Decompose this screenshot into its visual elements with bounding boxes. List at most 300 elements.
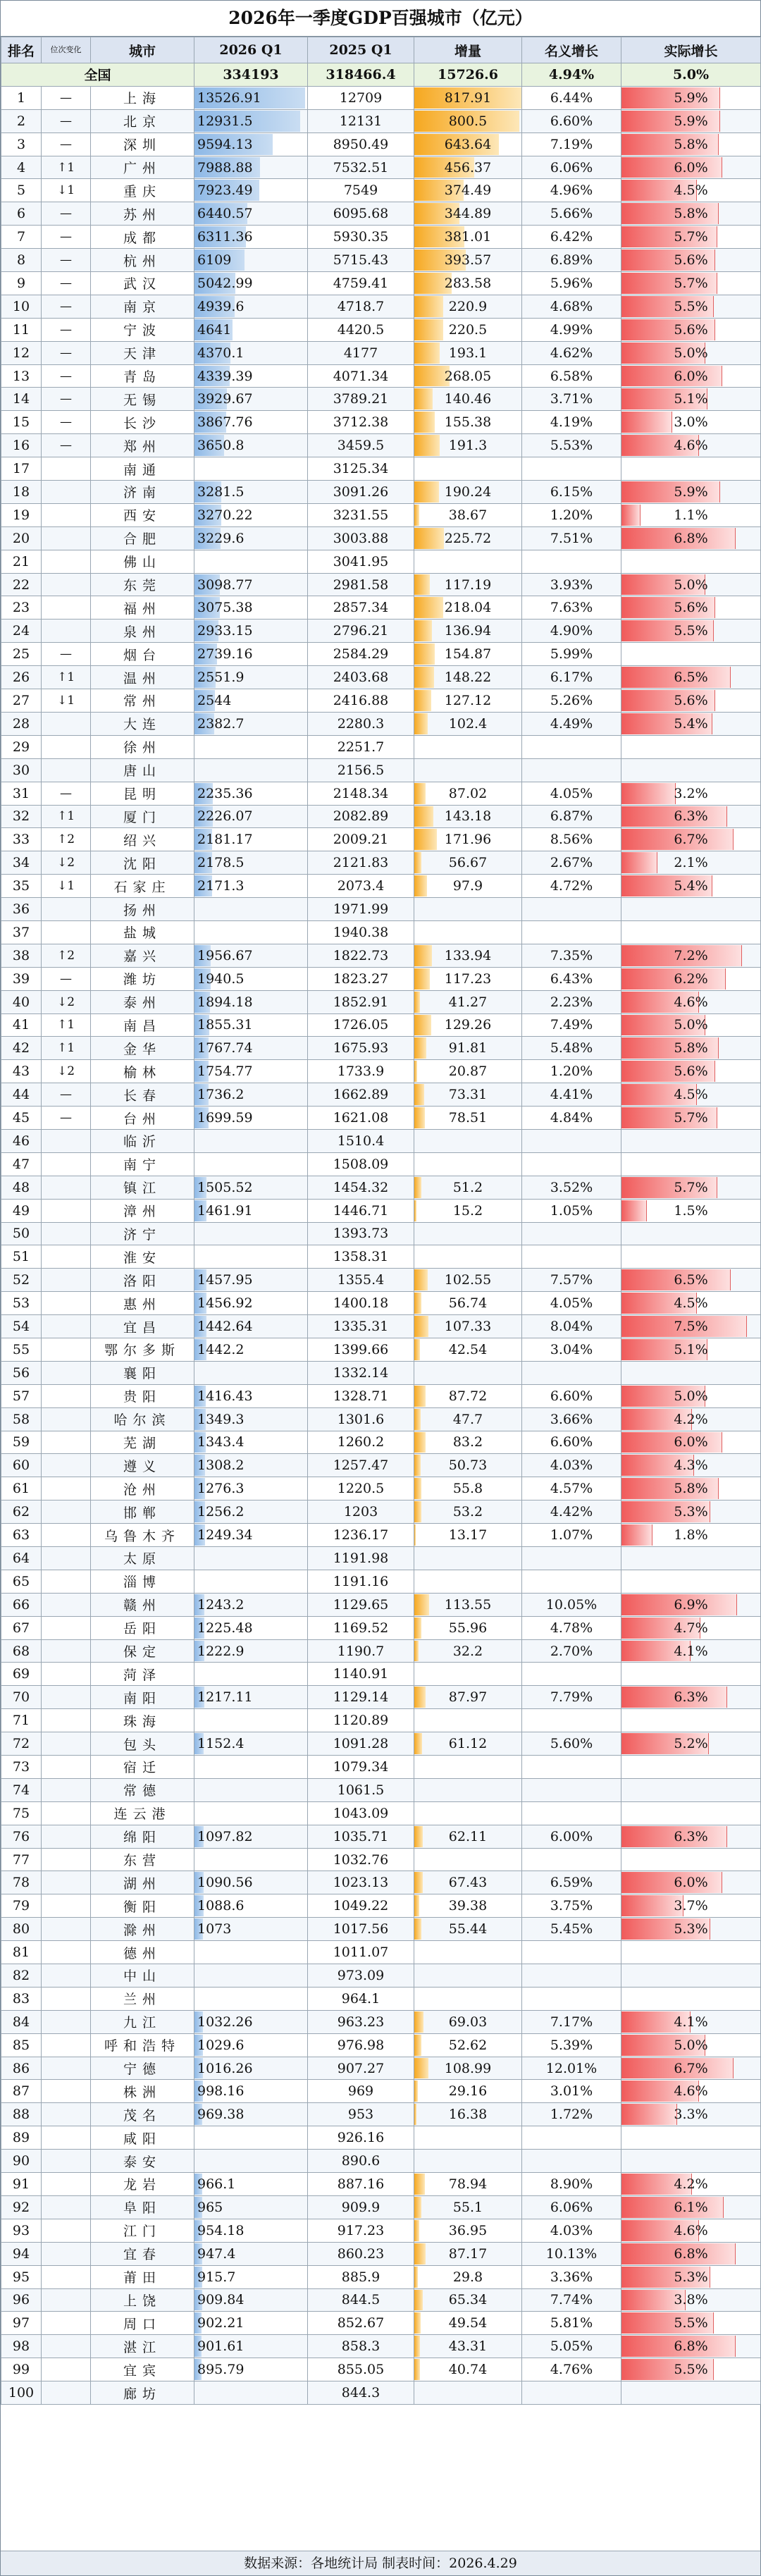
real-value: 6.0% [674, 1875, 708, 1891]
real-growth-cell [621, 2288, 761, 2312]
inc-bar [414, 2243, 426, 2264]
nominal-growth-cell [522, 318, 621, 341]
q1-cell [194, 1778, 308, 1801]
chg-value: ↓2 [56, 1064, 75, 1079]
change-cell [42, 1709, 91, 1732]
inc-value: 218.04 [444, 600, 492, 616]
table-footer: 数据来源：各地统计局 制表时间：2026.4.29 [1, 2551, 760, 2575]
inc-value: 67.43 [448, 1875, 488, 1891]
prev-cell [308, 364, 414, 388]
increase-cell [414, 109, 522, 133]
city-value: 南宁 [123, 1157, 161, 1173]
city-cell [91, 735, 194, 758]
rank-cell [1, 782, 42, 805]
prev-value: 3789.21 [333, 391, 389, 407]
increase-cell [414, 86, 522, 109]
increase-cell [414, 1083, 522, 1107]
prev-value: 1940.38 [333, 924, 389, 940]
city-cell [91, 295, 194, 318]
nominal-growth-cell [522, 1756, 621, 1779]
nom-value: 5.60% [550, 1736, 593, 1752]
nominal-growth-cell [522, 1709, 621, 1732]
table-row [1, 1918, 761, 1941]
change-cell [42, 758, 91, 782]
city-value: 惠州 [123, 1296, 161, 1312]
inc-value: 393.57 [444, 252, 492, 269]
increase-cell [414, 2288, 522, 2312]
prev-value: 1510.4 [337, 1133, 385, 1149]
city-value: 榆林 [123, 1064, 161, 1080]
nominal-growth-cell [522, 620, 621, 643]
city-value: 上饶 [123, 2293, 161, 2309]
city-value: 湖州 [123, 1875, 161, 1892]
rank-value: 91 [12, 2176, 30, 2192]
nominal-growth-cell [522, 920, 621, 944]
table-row [1, 1384, 761, 1407]
increase-cell [414, 1361, 522, 1384]
rank-cell [1, 1384, 42, 1407]
city-value: 茂名 [123, 2107, 161, 2124]
prev-value: 1675.93 [333, 1040, 389, 1056]
chg-value: — [60, 230, 72, 245]
inc-value: 97.9 [452, 878, 483, 894]
change-cell [42, 1129, 91, 1152]
real-growth-cell [621, 1107, 761, 1130]
q1-value: 947.4 [197, 2245, 236, 2262]
increase-cell [414, 2173, 522, 2196]
nominal-growth-cell [522, 249, 621, 272]
increase-cell [414, 875, 522, 898]
q1-cell [194, 1593, 308, 1616]
prev-value: 963.23 [337, 2014, 385, 2030]
inc-bar [414, 2174, 425, 2195]
rank-cell [1, 550, 42, 573]
increase-cell [414, 712, 522, 735]
table-row [1, 2126, 761, 2150]
prev-cell [308, 1107, 414, 1130]
inc-bar [414, 620, 432, 641]
chg-value: — [60, 1087, 72, 1102]
increase-cell [414, 1987, 522, 2010]
city-cell [91, 573, 194, 596]
rank-value: 1 [16, 90, 26, 106]
nominal-growth-cell [522, 226, 621, 249]
inc-value: 143.18 [444, 808, 492, 825]
city-cell [91, 898, 194, 921]
inc-bar [414, 574, 430, 596]
rank-cell [1, 457, 42, 481]
change-cell [42, 109, 91, 133]
real-growth-cell [621, 2335, 761, 2358]
real-growth-cell [621, 620, 761, 643]
nom-value: 4.57% [550, 1481, 593, 1497]
city-cell [91, 2312, 194, 2335]
prev-cell [308, 295, 414, 318]
city-cell [91, 1037, 194, 1060]
nominal-growth-cell [522, 2103, 621, 2126]
q1-cell [194, 86, 308, 109]
nominal-growth-cell [522, 109, 621, 133]
inc-bar [414, 1594, 429, 1615]
q1-value: 998.16 [197, 2083, 245, 2100]
inc-value: 374.49 [444, 183, 492, 199]
table-row [1, 758, 761, 782]
nom-value: 4.84% [550, 1110, 593, 1126]
inc-bar [414, 1316, 428, 1337]
city-cell [91, 990, 194, 1013]
nom-value: 5.99% [550, 646, 593, 663]
table-row [1, 1176, 761, 1199]
rank-value: 69 [12, 1666, 30, 1682]
real-growth-cell [621, 828, 761, 851]
prev-cell [308, 2312, 414, 2335]
real-value: 5.7% [674, 1110, 708, 1126]
table-row [1, 133, 761, 156]
prev-cell [308, 341, 414, 364]
real-value: 6.3% [674, 1828, 708, 1844]
rank-value: 31 [12, 785, 30, 801]
change-cell [42, 1616, 91, 1639]
rank-cell [1, 1801, 42, 1825]
national-increase: 15726.6 [414, 63, 522, 87]
q1-cell [194, 1686, 308, 1709]
nominal-growth-cell [522, 875, 621, 898]
q1-cell [194, 2312, 308, 2335]
city-cell [91, 1825, 194, 1848]
q1-cell [194, 202, 308, 226]
nom-value: 4.90% [550, 623, 593, 639]
prev-cell [308, 2219, 414, 2242]
rank-value: 26 [12, 670, 30, 686]
q1-cell [194, 457, 308, 481]
prev-value: 909.9 [341, 2199, 380, 2215]
change-cell [42, 1639, 91, 1663]
real-value: 4.6% [674, 2083, 708, 2100]
increase-cell [414, 1709, 522, 1732]
rank-cell [1, 1176, 42, 1199]
real-value: 4.1% [674, 2014, 708, 2030]
prev-value: 1662.89 [333, 1087, 389, 1103]
real-value: 4.5% [674, 1087, 708, 1103]
nom-value: 3.93% [550, 577, 593, 593]
inc-bar [414, 2011, 423, 2033]
rank-value: 24 [12, 623, 30, 639]
q1-value: 1343.4 [197, 1434, 245, 1450]
prev-value: 1332.14 [333, 1364, 389, 1381]
nominal-growth-cell [522, 2288, 621, 2312]
real-value: 3.0% [674, 414, 708, 431]
change-cell [42, 272, 91, 295]
city-cell [91, 133, 194, 156]
inc-bar [414, 2220, 419, 2241]
rank-cell [1, 1848, 42, 1871]
rank-cell [1, 2080, 42, 2103]
rank-value: 46 [12, 1133, 30, 1149]
inc-value: 220.5 [448, 321, 488, 338]
inc-value: 42.54 [448, 1341, 488, 1357]
inc-value: 129.26 [444, 1017, 492, 1033]
rank-cell [1, 967, 42, 990]
prev-cell [308, 596, 414, 620]
inc-bar [414, 2081, 418, 2102]
chg-value: — [60, 253, 72, 268]
table-row [1, 2057, 761, 2080]
increase-cell [414, 481, 522, 504]
rank-value: 62 [12, 1504, 30, 1520]
rank-value: 98 [12, 2338, 30, 2355]
nominal-growth-cell [522, 364, 621, 388]
q1-value: 1442.2 [197, 1341, 245, 1357]
q1-cell [194, 133, 308, 156]
prev-value: 1023.13 [333, 1875, 389, 1891]
rank-cell [1, 86, 42, 109]
table-row [1, 1477, 761, 1500]
change-cell [42, 179, 91, 202]
prev-cell [308, 481, 414, 504]
nom-value: 3.36% [550, 2269, 593, 2285]
city-value: 绵阳 [123, 1830, 161, 1846]
prev-value: 1061.5 [337, 1782, 385, 1798]
q1-value: 1416.43 [197, 1388, 253, 1404]
q1-cell [194, 1176, 308, 1199]
prev-cell [308, 318, 414, 341]
city-value: 武汉 [123, 276, 161, 292]
increase-cell [414, 920, 522, 944]
increase-cell [414, 643, 522, 666]
chg-value: ↓1 [56, 693, 75, 708]
table-row [1, 620, 761, 643]
real-bar [621, 783, 676, 804]
q1-cell [194, 2195, 308, 2219]
city-value: 济宁 [123, 1226, 161, 1243]
city-value: 台州 [123, 1111, 161, 1127]
q1-cell [194, 179, 308, 202]
q1-cell [194, 1801, 308, 1825]
city-cell [91, 1176, 194, 1199]
city-cell [91, 805, 194, 828]
q1-value: 1956.67 [197, 947, 253, 963]
prev-value: 855.05 [337, 2362, 385, 2378]
q1-value: 4339.39 [197, 368, 253, 384]
city-value: 泉州 [123, 624, 161, 640]
city-cell [91, 526, 194, 550]
increase-cell [414, 782, 522, 805]
real-growth-cell [621, 851, 761, 875]
rank-cell [1, 1454, 42, 1477]
city-cell [91, 434, 194, 457]
rank-cell [1, 875, 42, 898]
city-value: 郑州 [123, 438, 161, 455]
inc-bar [414, 1200, 416, 1221]
nom-value: 2.23% [550, 994, 593, 1010]
increase-cell [414, 1292, 522, 1315]
city-value: 昆明 [123, 787, 161, 803]
real-growth-cell [621, 2381, 761, 2405]
table-row [1, 457, 761, 481]
inc-bar [414, 435, 440, 456]
real-growth-cell [621, 1152, 761, 1176]
city-value: 重庆 [123, 183, 161, 199]
change-cell [42, 805, 91, 828]
rank-value: 20 [12, 530, 30, 546]
rank-value: 16 [12, 438, 30, 454]
city-cell [91, 944, 194, 967]
real-value: 5.7% [674, 1179, 708, 1195]
nominal-growth-cell [522, 1570, 621, 1593]
prev-cell [308, 735, 414, 758]
q1-value: 1461.91 [197, 1202, 253, 1219]
q1-cell [194, 2288, 308, 2312]
rank-value: 17 [12, 461, 30, 477]
rank-cell [1, 620, 42, 643]
city-cell [91, 2126, 194, 2150]
nom-value: 12.01% [545, 2060, 598, 2076]
rank-cell [1, 1037, 42, 1060]
city-cell [91, 411, 194, 434]
table-row [1, 1222, 761, 1245]
city-value: 漳州 [123, 1204, 161, 1220]
table-body [1, 63, 761, 2405]
rank-cell [1, 2242, 42, 2265]
q1-cell [194, 318, 308, 341]
inc-value: 32.2 [452, 1643, 483, 1659]
city-cell [91, 1709, 194, 1732]
q1-cell [194, 249, 308, 272]
inc-value: 52.62 [448, 2037, 488, 2053]
city-cell [91, 550, 194, 573]
q1-cell [194, 920, 308, 944]
city-cell [91, 388, 194, 411]
real-growth-cell [621, 1477, 761, 1500]
rank-value: 2 [16, 113, 26, 129]
inc-value: 117.19 [444, 577, 492, 593]
rank-cell [1, 1338, 42, 1361]
increase-cell [414, 2010, 522, 2033]
real-value: 5.4% [674, 715, 708, 732]
rank-value: 28 [12, 715, 30, 732]
prev-cell [308, 1778, 414, 1801]
nominal-growth-cell [522, 2126, 621, 2150]
table-row [1, 1107, 761, 1130]
city-cell [91, 1013, 194, 1037]
change-cell [42, 411, 91, 434]
prev-value: 3041.95 [333, 553, 389, 569]
city-value: 盐城 [123, 925, 161, 942]
city-value: 宜春 [123, 2247, 161, 2263]
q1-value: 7923.49 [197, 183, 253, 199]
nominal-growth-cell [522, 1801, 621, 1825]
prev-value: 3003.88 [333, 530, 389, 546]
increase-cell [414, 1315, 522, 1338]
q1-value: 1088.6 [197, 1898, 245, 1914]
city-cell [91, 1477, 194, 1500]
city-cell [91, 920, 194, 944]
prev-value: 5715.43 [333, 252, 389, 269]
real-growth-cell [621, 1292, 761, 1315]
header-rank: 排名 [1, 37, 42, 63]
prev-value: 8950.49 [333, 136, 389, 152]
rank-value: 56 [12, 1364, 30, 1381]
nominal-growth-cell [522, 2242, 621, 2265]
real-value: 6.3% [674, 1689, 708, 1706]
rank-value: 5 [16, 183, 26, 199]
rank-cell [1, 1825, 42, 1848]
chg-value: — [60, 207, 72, 221]
nom-value: 1.05% [550, 1202, 593, 1219]
prev-value: 1236.17 [333, 1527, 389, 1543]
rank-value: 48 [12, 1179, 30, 1195]
table-row [1, 1338, 761, 1361]
q1-cell [194, 1037, 308, 1060]
nom-value: 7.51% [550, 530, 593, 546]
change-cell [42, 202, 91, 226]
table-row [1, 2242, 761, 2265]
chg-value: ↑1 [56, 1041, 75, 1056]
prev-cell [308, 2195, 414, 2219]
chg-value: — [60, 647, 72, 662]
city-cell [91, 712, 194, 735]
increase-cell [414, 1686, 522, 1709]
city-value: 镇江 [123, 1181, 161, 1197]
real-growth-cell [621, 1918, 761, 1941]
rank-cell [1, 1709, 42, 1732]
q1-value: 2544 [197, 692, 232, 708]
increase-cell [414, 1500, 522, 1524]
rank-cell [1, 1918, 42, 1941]
real-value: 3.8% [674, 2292, 708, 2308]
prev-cell [308, 1663, 414, 1686]
inc-value: 87.72 [448, 1388, 488, 1404]
q1-cell [194, 1500, 308, 1524]
q1-cell [194, 1894, 308, 1918]
increase-cell [414, 226, 522, 249]
rank-cell [1, 2010, 42, 2033]
real-growth-cell [621, 133, 761, 156]
q1-value: 1090.56 [197, 1875, 253, 1891]
nom-value: 6.58% [550, 368, 593, 384]
prev-cell [308, 1593, 414, 1616]
change-cell [42, 1524, 91, 1547]
table-row [1, 2195, 761, 2219]
real-value: 4.2% [674, 1411, 708, 1427]
q1-value: 966.1 [197, 2176, 236, 2192]
prev-cell [308, 990, 414, 1013]
inc-value: 78.51 [448, 1110, 488, 1126]
rank-cell [1, 272, 42, 295]
increase-cell [414, 1245, 522, 1269]
table-row [1, 2288, 761, 2312]
nominal-growth-cell [522, 2010, 621, 2033]
rank-value: 45 [12, 1110, 30, 1126]
table-row [1, 1756, 761, 1779]
rank-value: 30 [12, 762, 30, 778]
q1-value: 1736.2 [197, 1087, 245, 1103]
real-growth-cell [621, 341, 761, 364]
q1-cell [194, 735, 308, 758]
city-cell [91, 202, 194, 226]
nominal-growth-cell [522, 388, 621, 411]
q1-value: 1225.48 [197, 1620, 253, 1636]
nom-value: 5.48% [550, 1040, 593, 1056]
q1-cell [194, 1918, 308, 1941]
increase-cell [414, 2358, 522, 2381]
table-header [1, 37, 761, 63]
real-value: 3.3% [674, 2107, 708, 2123]
rank-cell [1, 1222, 42, 1245]
change-cell [42, 851, 91, 875]
q1-cell [194, 851, 308, 875]
real-bar [621, 852, 657, 873]
